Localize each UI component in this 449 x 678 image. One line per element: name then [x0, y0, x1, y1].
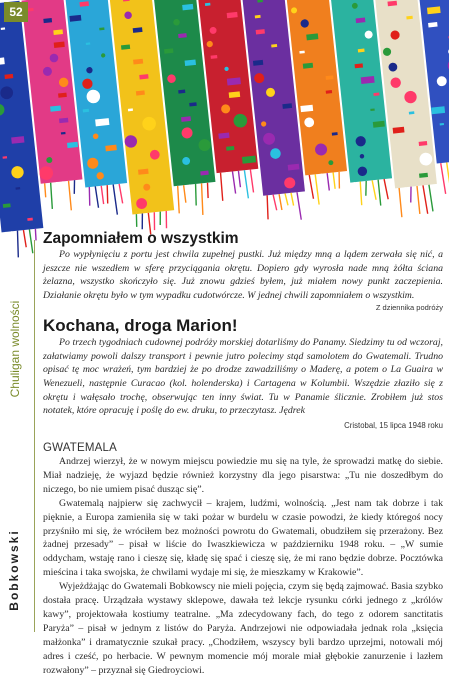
section-body — [43, 455, 443, 678]
article-content — [43, 228, 443, 678]
sidebar-section-label: Chuligan wolności — [6, 274, 24, 424]
sidebar-author-label: Bobkowski — [5, 520, 23, 620]
body-paragraph: Andrzej wierzył, że w nowym miejscu powiedzie mu się na tyle, że sprowadzi matkę do siebie. Miał nadzieję, że wyjazd będzie również korzystny dla jego pisarstwa: „Tu nie doszedłbym do niczego, bo nie umiem pisać dusząc się”. — [43, 455, 443, 497]
body-paragraph: Wyjeżdżając do Gwatemali Bobkowscy nie mieli pojęcia, czym się będą zajmować. Basia szybko dostała pracę. Urządzała wystawy sklepowe, dawała też lekcje rysunku córki jednego z „królów kawy”, projektowała kostiumy teatralne. „Ma zdecydowany fach, do tego z odorem sanctitatis Paryża” – pisał w jednym z listów do Paryża. Andrzejowi nie odpowiadała jednak rola „księcia małżonka” i dramatycznie szukał pracy. „Chodziłem, wszyscy byli bardzo uprzejmi, notowali mój adres i cześć, po herbacie. W pewnym momencie mój morale miał głębokie zanurzenie i lazłem rozwałony” – przyznał się Giedroyciowi. — [43, 580, 443, 677]
article2-intro: Po trzech tygodniach cudownej podróży morskiej dotarliśmy do Panamy. Siedzimy tu od wczoraj, załatwiamy powoli dalszy transport i pewnie jutro polecimy stąd samolotem do Gwatemali. Trudno opisać tę moc wrażeń, tym bardziej że po drodze zawadziliśmy o Maderę, a potem o La Guaira w Wenezueli, następnie Curacao (kol. holenderska) i Cartagena w Kolumbii. Wszędzie złaziło się z okrętu i wałęsało trochę, obserwując ten inny świat. Tu w Panamie ślicznie. Zrobiłem już stos notatek, które opracuję i poślę do ew. druku, to przeczytasz. Jędrek — [43, 336, 443, 418]
embroidered-textiles-image — [0, 0, 449, 222]
article2-title: Kochana, droga Marion! — [43, 316, 443, 336]
article2-dateline: Cristobal, 15 lipca 1948 roku — [43, 421, 443, 431]
section-heading: GWATEMALA — [43, 441, 443, 455]
article1-intro: Po wypłynięciu z portu jest chwila zupełnej pustki. Już między mną a lądem zerwała się nić, a jeszcze nie wszedłem w sferę przyciągania okrętu. Dopiero gdy wyrosła nade mną żółta ściana żelazna, wszystko skończyło się. Już znowu gdzieś byłem, już miałem nowy punkt zaczepienia. Działanie okrętu było w tym wypadku cudotwórcze. W jednej chwili zapomniałem o wszystkim. — [43, 248, 443, 303]
article1-title: Zapomniałem o wszystkim — [43, 230, 443, 248]
page-number: 52 — [4, 2, 28, 22]
sidebar-divider — [34, 240, 35, 632]
body-paragraph: Gwatemalą najpierw się zachwycił – krajem, ludźmi, wolnością. „Jest nam tak dobrze i tak pięknie, a Europa zamieniła się w taki pożar w burdelu w czasie powodzi, że kiedy któregoś nocy przyśniło mi się, że wróciłem bez możności powrotu do Gwatemali, obudziłem się przerażony. Bez żadnej przesady” – pisał w liście do Iwaszkiewicza w październiku 1948 roku. – „W sumie oddycham, wstaję rano i cieszę się, kładę się spać i cieszę się, że mi rano będzie dobrze. Pocztówka mieścina i taka swojska, że chwilami wydaje mi się, że mieszkamy w Krakowie”. — [43, 497, 443, 580]
textile-photo — [0, 0, 449, 222]
article1-source: Z dziennika podróży — [43, 303, 443, 313]
